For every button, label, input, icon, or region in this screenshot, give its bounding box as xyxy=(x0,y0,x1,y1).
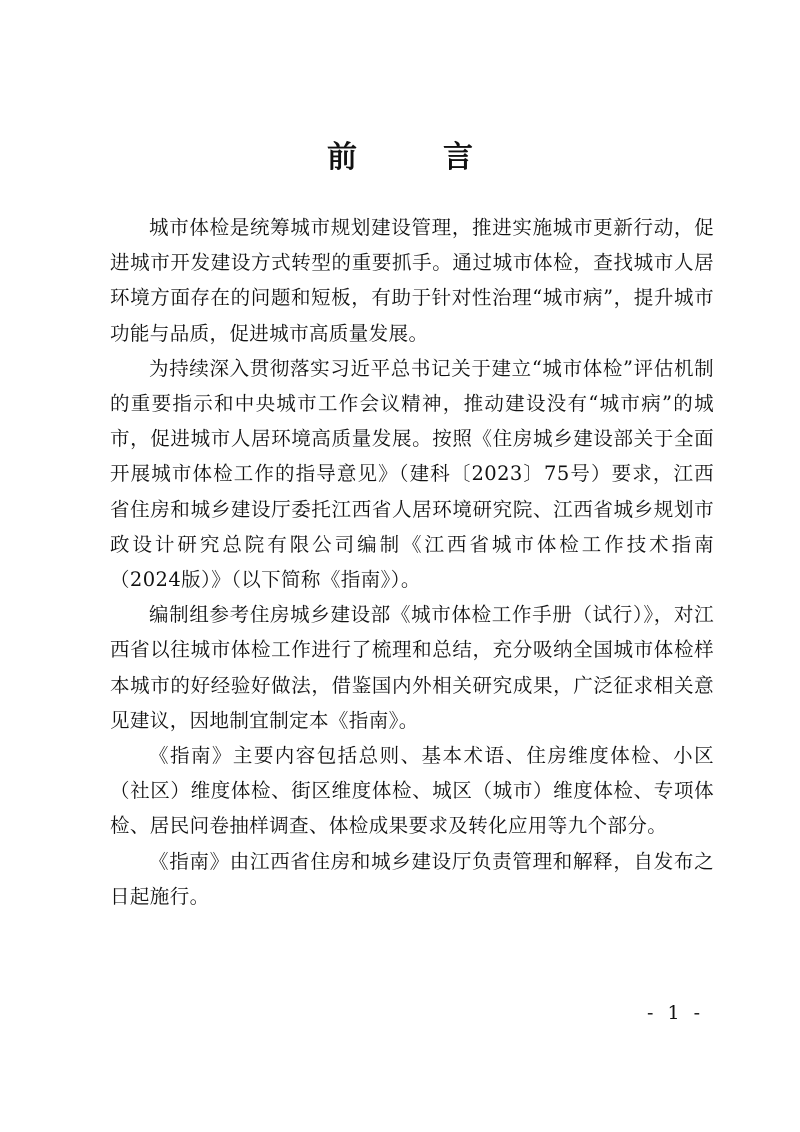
preface-body xyxy=(110,210,714,914)
page-title: 前 言 xyxy=(327,140,501,175)
paragraph-2: 为持续深入贯彻落实习近平总书记关于建立“城市体检”评估机制的重要指示和中央城市工作会议精神，推动建设没有“城市病”的城市，促进城市人居环境高质量发展。按照《住房城乡建设部关于全面开展城市体检工作的指导意见》（建科〔2023〕75号）要求，江西省住房和城乡建设厅委托江西省人居环境研究院、江西省城乡规划市政设计研究总院有限公司编制《江西省城市体检工作技术指南（2024版）》（以下简称《指南》）。 xyxy=(110,356,714,592)
paragraph-4: 《指南》主要内容包括总则、基本术语、住房维度体检、小区（社区）维度体检、街区维度体检、城区（城市）维度体检、专项体检、居民问卷抽样调查、体检成果要求及转化应用等九个部分。 xyxy=(110,744,714,838)
page-number: - 1 - xyxy=(646,1002,704,1024)
paragraph-5: 《指南》由江西省住房和城乡建设厅负责管理和解释，自发布之日起施行。 xyxy=(110,849,714,908)
paragraph-3: 编制组参考住房城乡建设部《城市体检工作手册（试行）》，对江西省以往城市体检工作进行了梳理和总结，充分吸纳全国城市体检样本城市的好经验好做法，借鉴国内外相关研究成果，广泛征求相关意见建议，因地制宜制定本《指南》。 xyxy=(110,603,714,732)
paragraph-1: 城市体检是统筹城市规划建设管理，推进实施城市更新行动，促进城市开发建设方式转型的重要抓手。通过城市体检，查找城市人居环境方面存在的问题和短板，有助于针对性治理“城市病”，提升城市功能与品质，促进城市高质量发展。 xyxy=(110,216,714,345)
